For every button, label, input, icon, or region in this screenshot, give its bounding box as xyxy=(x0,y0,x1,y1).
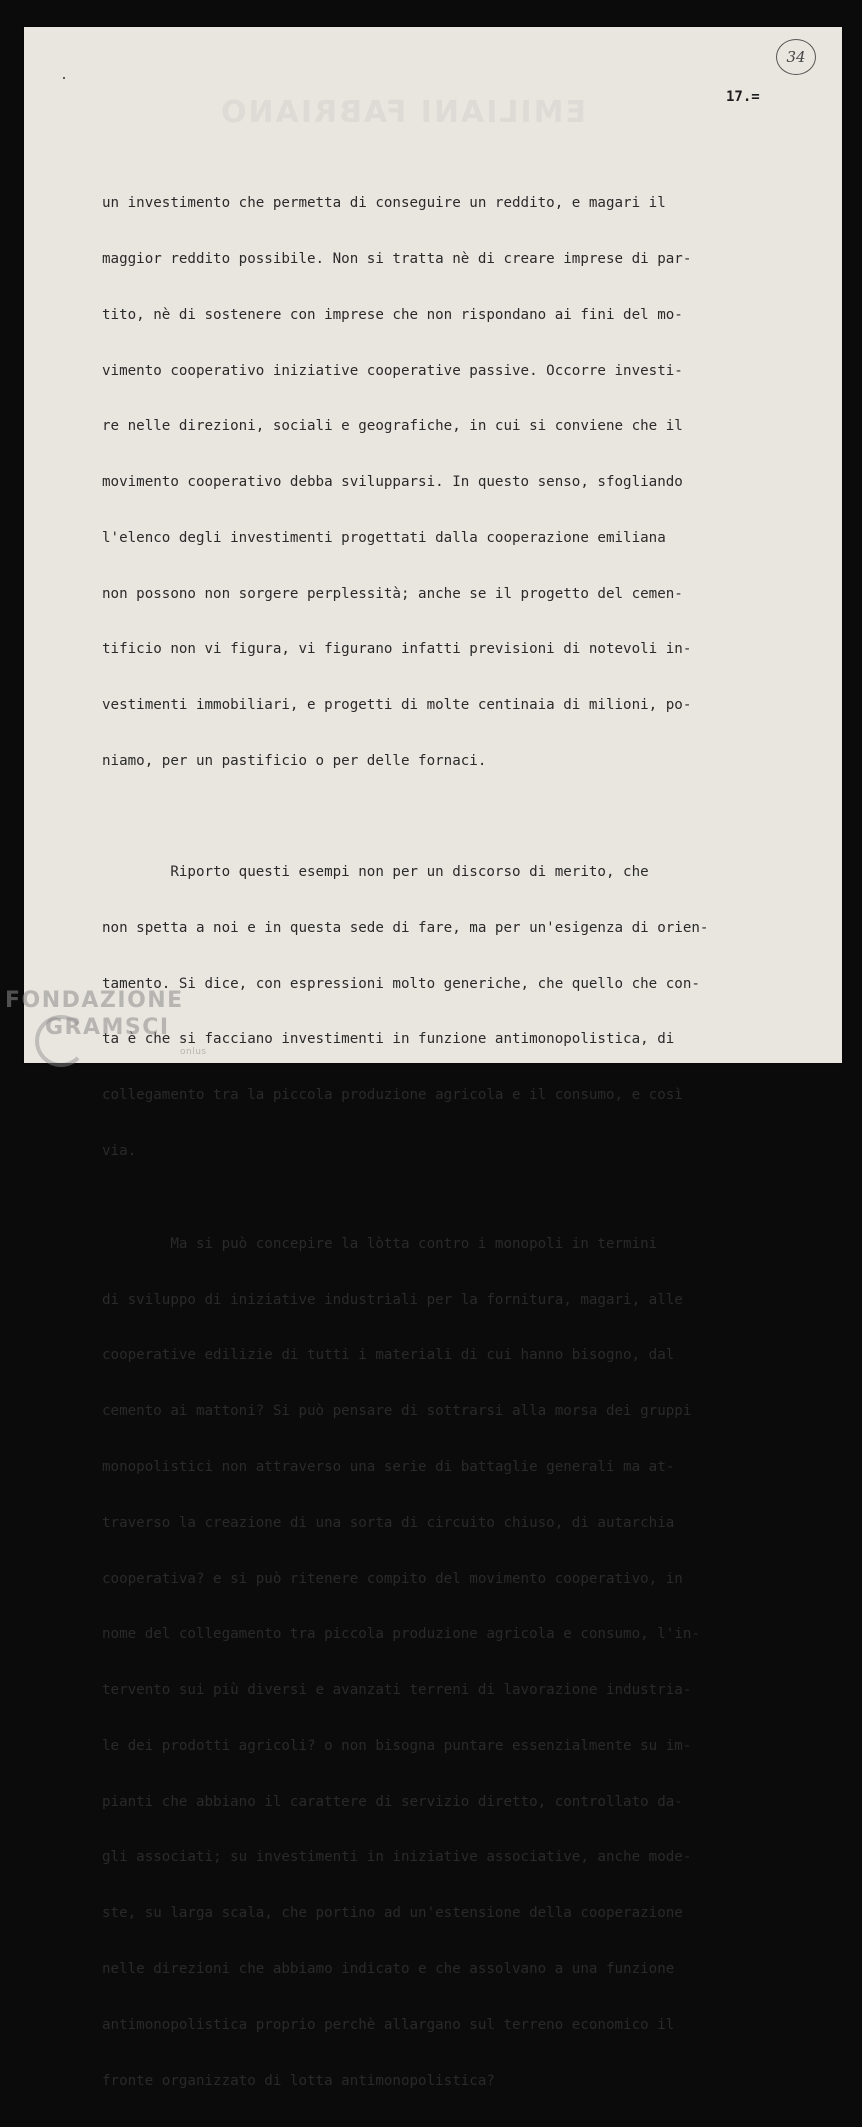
text-line: tificio non vi figura, vi figurano infatti previsioni di notevoli in- xyxy=(102,641,692,658)
typed-text-body xyxy=(102,157,802,2127)
text-line: nelle direzioni che abbiamo indicato e che assolvano a una funzione xyxy=(102,1961,675,1977)
archive-number: 34 xyxy=(786,48,806,66)
paragraph-3 xyxy=(102,1198,802,2127)
paragraph-1 xyxy=(102,157,802,808)
text-line: un investimento che permetta di conseguire un reddito, e magari il xyxy=(102,195,666,212)
text-line: cemento ai mattoni? Si può pensare di sottrarsi alla morsa dei gruppi xyxy=(102,1403,692,1420)
text-line: niamo, per un pastificio o per delle fornaci. xyxy=(102,753,487,769)
text-line: di sviluppo di iniziative industriali per la fornitura, magari, alle xyxy=(102,1291,683,1308)
text-line: fronte organizzato di lotta antimonopolistica? xyxy=(102,2072,495,2089)
text-line: cooperative edilizie di tutti i materiali di cui hanno bisogno, dal xyxy=(102,1347,675,1364)
text-line: gli associati; su investimenti in iniziative associative, anche mode- xyxy=(102,1849,692,1866)
watermark-line-2: GRAMSCI xyxy=(45,1015,170,1040)
text-line: movimento cooperativo debba svilupparsi. In questo senso, sfogliando xyxy=(102,474,683,491)
text-line: re nelle direzioni, sociali e geografiche, in cui si conviene che il xyxy=(102,418,683,435)
text-line: l'elenco degli investimenti progettati dalla cooperazione emiliana xyxy=(102,529,666,546)
text-line: ste, su larga scala, che portino ad un'estensione della cooperazione xyxy=(102,1905,683,1922)
text-line: traverso la creazione di una sorta di circuito chiuso, di autarchia xyxy=(102,1514,675,1531)
text-line: non spetta a noi e in questa sede di fare, ma per un'esigenza di orien- xyxy=(102,919,709,936)
text-line: nome del collegamento tra piccola produzione agricola e consumo, l'in- xyxy=(102,1626,700,1643)
page-number: 17.= xyxy=(726,89,760,105)
watermark-suffix: onlus xyxy=(180,1047,207,1057)
document-page xyxy=(24,27,842,2089)
ink-speck xyxy=(63,77,65,79)
gramsci-logo-icon xyxy=(35,1015,87,1067)
text-line: collegamento tra la piccola produzione agricola e il consumo, e così xyxy=(102,1087,683,1104)
text-line: le dei prodotti agricoli? o non bisogna puntare essenzialmente su im- xyxy=(102,1737,692,1754)
archive-number-stamp xyxy=(776,39,816,75)
text-line: tito, nè di sostenere con imprese che non rispondano ai fini del mo- xyxy=(102,306,683,323)
text-line: Ma si può concepire la lòtta contro i monopoli in termini xyxy=(102,1235,658,1252)
text-line: pianti che abbiano il carattere di servizio diretto, controllato da- xyxy=(102,1793,683,1810)
text-line: cooperativa? e si può ritenere compito del movimento cooperativo, in xyxy=(102,1570,683,1587)
bleed-through-letterhead: EMILIANI FABRIANO xyxy=(219,95,586,130)
text-line: antimonopolistica proprio perchè allargano sul terreno economico il xyxy=(102,2016,675,2033)
text-line: non possono non sorgere perplessità; anche se il progetto del cemen- xyxy=(102,585,683,602)
text-line: tamento. Si dice, con espressioni molto generiche, che quello che con- xyxy=(102,975,700,992)
text-line: monopolistici non attraverso una serie di battaglie generali ma at- xyxy=(102,1458,675,1475)
text-line: ta è che si facciano investimenti in funzione antimonopolistica, di xyxy=(102,1031,675,1048)
text-line: maggior reddito possibile. Non si tratta nè di creare imprese di par- xyxy=(102,250,692,267)
text-line: vestimenti immobiliari, e progetti di molte centinaia di milioni, po- xyxy=(102,697,692,714)
text-line: via. xyxy=(102,1142,137,1159)
fondazione-gramsci-watermark xyxy=(5,987,207,1057)
paragraph-2 xyxy=(102,826,802,1198)
text-line: tervento sui più diversi e avanzati terreni di lavorazione industria- xyxy=(102,1682,692,1699)
text-line: Riporto questi esempi non per un discorso di merito, che xyxy=(102,863,649,880)
text-line: vimento cooperativo iniziative cooperative passive. Occorre investi- xyxy=(102,362,683,379)
watermark-line-1: FONDAZIONE xyxy=(5,988,184,1013)
